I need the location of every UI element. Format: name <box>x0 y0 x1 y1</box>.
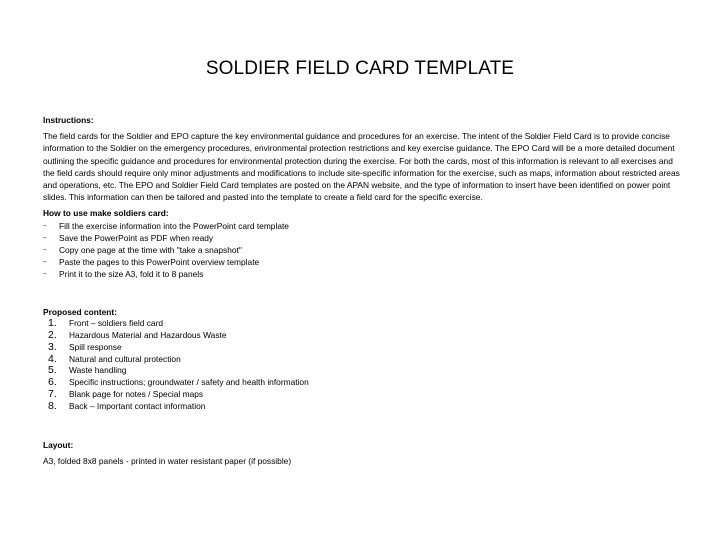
list-item <box>43 268 681 280</box>
item-text: Spill response <box>69 341 122 352</box>
document-body <box>43 114 681 468</box>
dash-bullet-icon: – <box>43 222 47 229</box>
list-item <box>43 330 681 342</box>
instructions-paragraph: The field cards for the Soldier and EPO capture the key environmental guidance and procedures for an exercise. The intent of the Soldier Field Card is to provide concise information to the Soldier on the emergency procedures, environmental protection restrictions and key exercise guidance. The EPO Card will be a more detailed document outlining the specific guidance and procedures for environmental protection during the exercise. For both the cards, most of this information is relevant to all exercises and the field cards should require only minor adjustments and modifications to include site-specific information for the exercise, such as maps, information about restricted areas and operations, etc. The EPO and Soldier Field Card templates are posted on the APAN website, and the type of information to insert have been identified on power point slides. This information can then be tailored and pasted into the template to create a field card for the specific exercise. <box>43 131 680 203</box>
step-text: Copy one page at the time with "take a snapshot" <box>59 245 242 256</box>
item-number: 2. <box>48 328 57 341</box>
list-item <box>43 354 681 366</box>
item-number: 5. <box>48 364 57 377</box>
dash-bullet-icon: – <box>43 234 47 241</box>
step-text: Save the PowerPoint as PDF when ready <box>59 232 214 243</box>
list-item <box>43 401 681 413</box>
layout-heading: Layout: <box>43 440 74 451</box>
instructions-heading: Instructions: <box>43 115 94 125</box>
item-number: 6. <box>48 376 57 389</box>
item-number: 3. <box>48 340 57 353</box>
proposed-content-heading: Proposed content: <box>43 306 117 317</box>
item-number: 1. <box>48 316 57 329</box>
item-text: Natural and cultural protection <box>69 353 181 364</box>
layout-paragraph: A3, folded 8x8 panels - printed in water resistant paper (if possible) <box>43 456 292 467</box>
item-text: Specific instructions; groundwater / safety and health information <box>69 377 309 388</box>
dash-bullet-icon: – <box>43 259 47 266</box>
item-number: 7. <box>48 388 57 401</box>
step-text: Fill the exercise information into the PowerPoint card template <box>59 220 289 231</box>
item-number: 8. <box>48 400 57 413</box>
item-text: Back – Important contact information <box>69 401 206 412</box>
how-to-heading: How to use make soldiers card: <box>43 208 169 219</box>
page-title: SOLDIER FIELD CARD TEMPLATE <box>205 58 515 79</box>
list-item <box>43 220 681 232</box>
item-text: Waste handling <box>69 365 127 376</box>
item-text: Hazardous Material and Hazardous Waste <box>69 329 227 340</box>
dash-bullet-icon: – <box>43 247 47 254</box>
dash-bullet-icon: – <box>43 271 47 278</box>
list-item <box>43 232 681 244</box>
list-item <box>43 318 681 330</box>
item-text: Front – soldiers field card <box>69 317 164 328</box>
proposed-content-list <box>43 318 681 413</box>
list-item <box>43 256 681 268</box>
list-item <box>43 342 681 354</box>
step-text: Print it to the size A3, fold it to 8 panels <box>59 269 204 280</box>
list-item <box>43 389 681 401</box>
item-number: 4. <box>48 352 57 365</box>
item-text: Blank page for notes / Special maps <box>69 389 204 400</box>
step-text: Paste the pages to this PowerPoint overview template <box>59 257 260 268</box>
list-item <box>43 365 681 377</box>
list-item <box>43 244 681 256</box>
how-to-steps-list <box>43 220 681 281</box>
list-item <box>43 377 681 389</box>
